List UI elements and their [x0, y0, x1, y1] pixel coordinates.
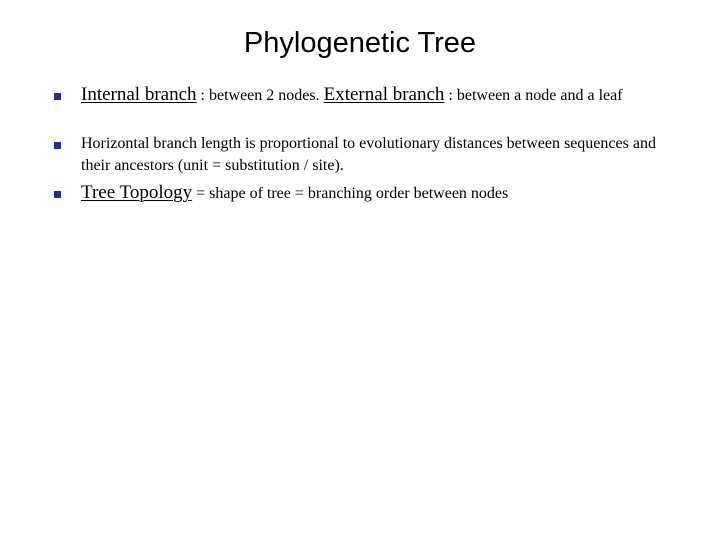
term-internal-branch: Internal branch	[81, 84, 197, 105]
square-bullet-icon	[54, 142, 61, 149]
definition-external-branch: : between a node and a leaf	[444, 87, 623, 104]
slide-title: Phylogenetic Tree	[243, 27, 477, 59]
bullet-text: Horizontal branch length is proportional to evolutionary distances between sequences and their ancestors (unit = substitution / site).	[81, 135, 656, 174]
square-bullet-icon	[54, 191, 61, 198]
term-tree-topology: Tree Topology	[81, 182, 193, 203]
definition-internal-branch: : between 2 nodes.	[196, 87, 324, 104]
bullet-text	[81, 84, 671, 107]
term-external-branch: External branch	[323, 84, 445, 105]
bullet-text	[81, 182, 671, 205]
definition-tree-topology: = shape of tree = branching order between nodes	[192, 185, 509, 202]
square-bullet-icon	[54, 93, 61, 100]
